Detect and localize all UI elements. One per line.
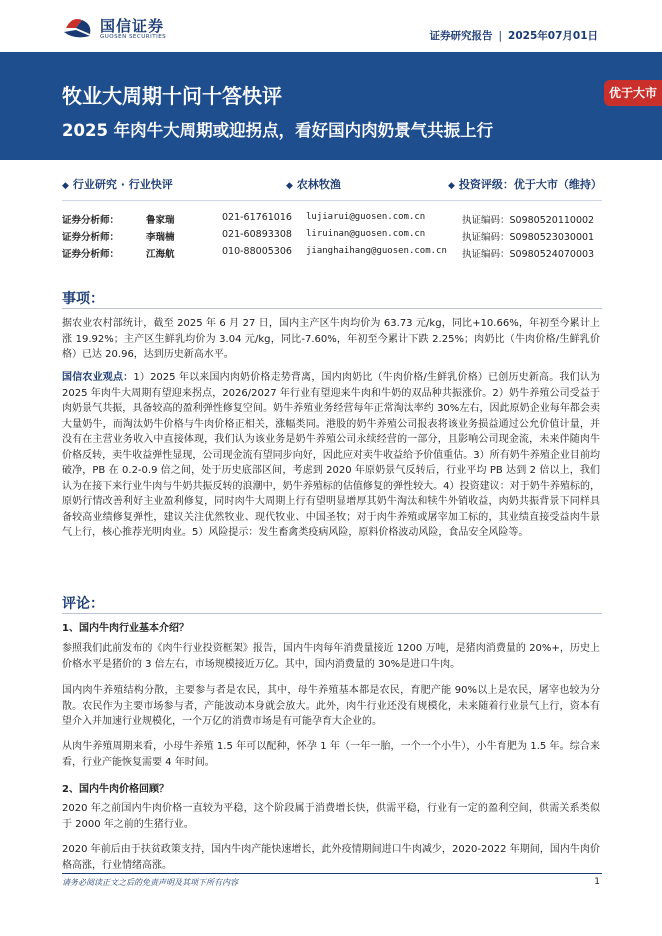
analyst-email[interactable]: jianghaihang@guosen.com.cn bbox=[306, 246, 447, 256]
section-title-event: 事项： bbox=[62, 291, 104, 307]
divider bbox=[62, 200, 602, 201]
view-text: 1）2025 年以来国内肉奶价格走势背离，国内肉奶比（牛肉价格/生鲜乳价格）已创历史新高。我们认为 2025 年肉牛大周期有望迎来拐点，2026/2027 年行业有望迎来牛肉和牛奶的双品种共振涨价。2）奶牛养殖公司受益于肉奶景气共振，具备较高的盈利弹性修复空间。奶牛养殖业务经营每年正常淘汰率约 30%左右，因此原奶企业每年都会卖大量奶牛，而淘汰奶牛价格与牛肉价格正相关，涨幅类同。港股的奶牛养殖公司报表将该业务损益通过公允价值计量，并没有在主营业务收入中直接体现，我们认为该业务是奶牛养殖公司永续经营的一部分，且影响公司现金流，未来伴随肉牛价格反转，卖牛收益弹性显现，公司现金流有望同步向好，因此应对卖牛收益给予价值重估。3）所有奶牛养殖企业目前均破净，PB 在 0.2-0.9 倍之间，处于历史底部区间，考虑到 2020 年原奶景气反转后，行业平均 PB 达到 2 倍以上，我们认为在接下来行业牛肉与牛奶共振反转的浪潮中，奶牛养殖标的估值修复的弹性较大。4）投资建议：对于奶牛养殖标的，原奶行情改善利好主业盈利修复，同时肉牛大周期上行有望明显增厚其奶牛淘汰和犊牛外销收益，肉奶共振背景下同样具备较高业绩修复弹性，建议关注优然牧业、现代牧业、中国圣牧；对于肉牛养殖或屠宰加工标的，其业绩直接受益肉牛景气上行，核心推荐光明肉业。5）风险提示：发生畜禽类疫病风险，原料价格波动风险，食品安全风险等。 bbox=[62, 372, 601, 538]
analyst-label: 证券分析师： bbox=[62, 215, 120, 226]
footer-divider bbox=[62, 873, 602, 874]
q1-paragraph-2: 国内肉牛养殖结构分散，主要参与者是农民，其中，母牛养殖基本都是农民，育肥产能 90%以上是农民，屠宰也较为分散。农民作为主要市场参与者，产能波动本身就会放大。此外，肉牛行业还没有规模化，未来随着行业景气上行，资本有望介入并加速行业规模化，一个万亿的消费市场是有可能孕育大企业的。 bbox=[62, 685, 600, 727]
event-paragraph: 据农业农村部统计，截至 2025 年 6 月 27 日，国内主产区牛肉均价为 63.73 元/kg，同比+10.66%，年初至今累计上涨 19.92%；主产区生鲜乳均价为 3.04 元/kg，同比-7.60%，年初至今累计下跌 2.25%；肉奶比（牛肉价格/生鲜乳价格）已达 20.96，达到历史新高水平。 bbox=[62, 318, 600, 360]
rating-tag: 优于大市 bbox=[604, 80, 662, 106]
meta-rating bbox=[448, 176, 602, 192]
view-paragraph bbox=[62, 370, 600, 541]
analyst-email[interactable]: liruinan@guosen.com.cn bbox=[306, 229, 426, 239]
analyst-label: 证券分析师： bbox=[62, 232, 120, 243]
meta-line bbox=[62, 176, 602, 196]
analyst-name: 鲁家瑞 bbox=[146, 215, 175, 226]
page-number: 1 bbox=[594, 877, 600, 887]
report-title: 牧业大周期十问十答快评 bbox=[62, 84, 282, 108]
report-type-line bbox=[430, 28, 599, 43]
top-header bbox=[0, 0, 662, 50]
q2-paragraph-2: 2020 年前后由于扶贫政策支持，国内牛肉产能快速增长，此外疫情期间进口牛肉减少，2020-2022 年期间，国内牛肉价格高涨，行业情绪高涨。 bbox=[62, 844, 600, 871]
analyst-phone: 010-88005306 bbox=[222, 246, 292, 257]
guosen-logo-icon bbox=[62, 14, 96, 42]
section-divider bbox=[62, 308, 602, 309]
q1-paragraph-1: 参照我们此前发布的《肉牛行业投资框架》报告，国内牛肉每年消费量接近 1200 万吨，是猪肉消费量的 20%+，历史上价格水平是猪价的 3 倍左右，市场规模接近万亿。其中，国内消费量的 30%是进口牛肉。 bbox=[62, 643, 600, 670]
section-divider bbox=[62, 613, 602, 614]
analyst-row bbox=[62, 229, 622, 245]
analyst-name: 李瑞楠 bbox=[146, 232, 175, 243]
meta-industry bbox=[286, 176, 341, 192]
meta-industry-text: 农林牧渔 bbox=[296, 178, 341, 191]
analyst-license: 执证编码：S0980524070003 bbox=[462, 249, 595, 260]
analyst-row bbox=[62, 212, 622, 228]
question-1-title: 1、国内牛肉行业基本介绍？ bbox=[62, 623, 189, 634]
meta-category-text: 行业研究 · 行业快评 bbox=[72, 178, 173, 191]
diamond-icon: ◆ bbox=[286, 181, 293, 191]
analyst-license: 执证编码：S0980523030001 bbox=[462, 232, 595, 243]
section-title-comment: 评论： bbox=[62, 596, 104, 612]
guosen-logo bbox=[62, 14, 222, 44]
diamond-icon: ◆ bbox=[62, 181, 69, 191]
analyst-phone: 021-60893308 bbox=[222, 229, 292, 240]
analyst-email[interactable]: lujiarui@guosen.com.cn bbox=[306, 212, 426, 222]
meta-rating-text: 投资评级：优于大市（维持） bbox=[458, 178, 602, 191]
analyst-row bbox=[62, 246, 622, 262]
report-date: 2025年07月01日 bbox=[508, 30, 598, 42]
analyst-license: 执证编码：S0980520110002 bbox=[462, 215, 595, 226]
report-subtitle: 2025 年肉牛大周期或迎拐点，看好国内肉奶景气共振上行 bbox=[62, 121, 494, 140]
logo-text-en: GUOSEN SECURITIES bbox=[100, 34, 167, 40]
analyst-name: 江海航 bbox=[146, 249, 175, 260]
logo-text-cn: 国信证券 bbox=[100, 17, 165, 35]
analyst-phone: 021-61761016 bbox=[222, 212, 292, 223]
report-type: 证券研究报告 bbox=[429, 30, 493, 42]
view-lead: 国信农业观点： bbox=[62, 372, 134, 383]
footer-disclaimer: 请务必阅读正文之后的免责声明及其项下所有内容 bbox=[62, 878, 238, 887]
separator: | bbox=[498, 30, 503, 42]
analyst-label: 证券分析师： bbox=[62, 249, 120, 260]
q1-paragraph-3: 从肉牛养殖周期来看，小母牛养殖 1.5 年可以配种，怀孕 1 年（一年一胎，一个一个小牛），小牛育肥为 1.5 年。综合来看，行业产能恢复需要 4 年时间。 bbox=[62, 741, 600, 768]
meta-category bbox=[62, 176, 173, 192]
q2-paragraph-1: 2020 年之前国内牛肉价格一直较为平稳，这个阶段属于消费增长快，供需平稳，行业有一定的盈利空间，供需关系类似于 2000 年之前的生猪行业。 bbox=[62, 803, 600, 830]
diamond-icon: ◆ bbox=[448, 181, 455, 191]
question-2-title: 2、国内牛肉价格回顾？ bbox=[62, 784, 169, 795]
